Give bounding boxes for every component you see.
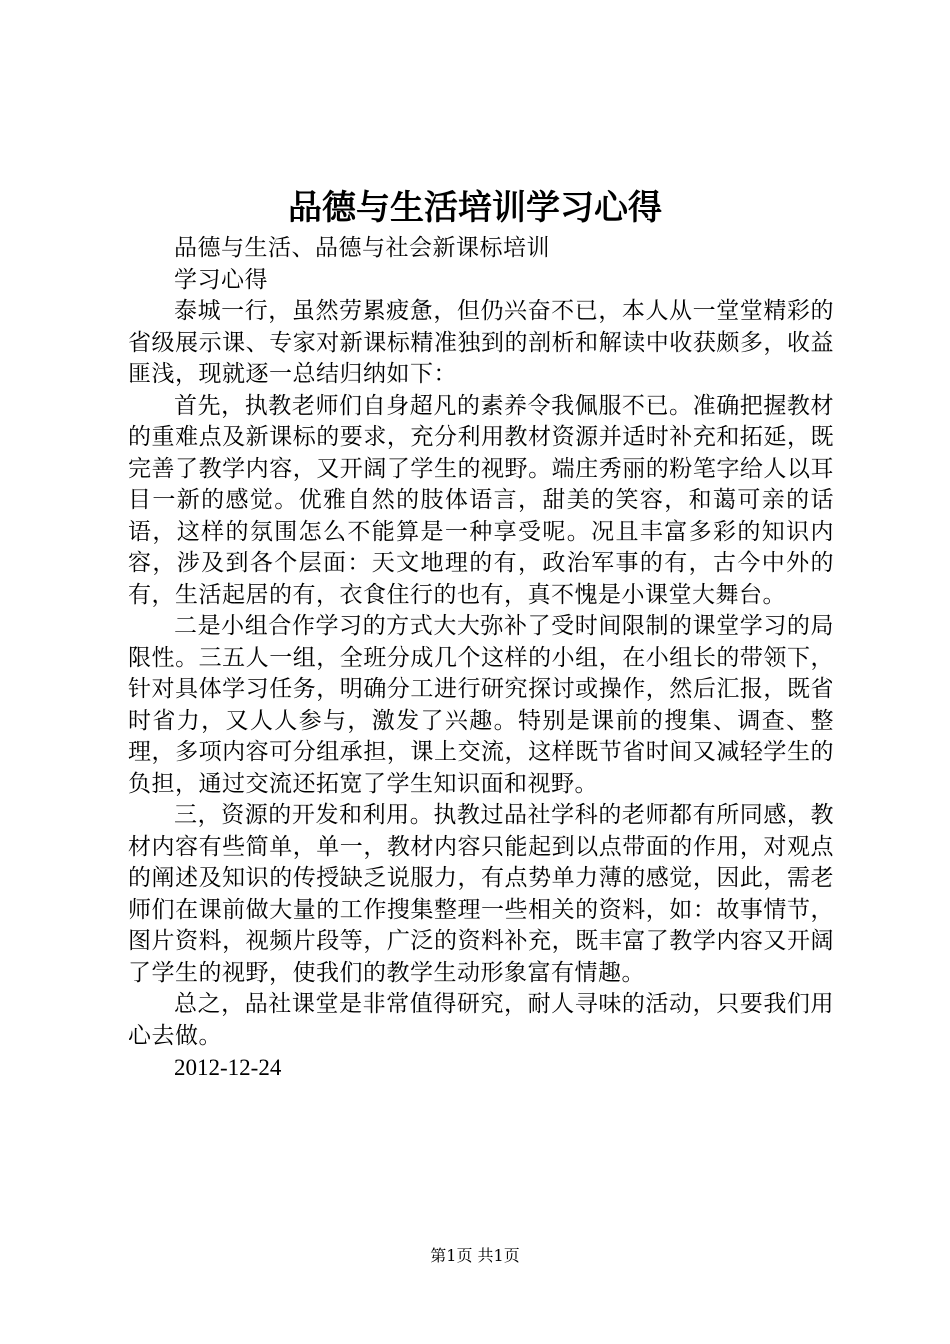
document-body <box>128 233 834 1084</box>
subtitle-line-1: 品德与生活、品德与社会新课标培训 <box>174 235 550 261</box>
paragraph-second-point: 二是小组合作学习的方式大大弥补了受时间限制的课堂学习的局限性。三五人一组，全班分成几个这样的小组，在小组长的带领下，针对具体学习任务，明确分工进行研究探讨或操作，然后汇报，既省时省力，又人人参与，激发了兴趣。特别是课前的搜集、调查、整理，多项内容可分组承担，课上交流，这样既节省时间又减轻学生的负担，通过交流还拓宽了学生知识面和视野。 <box>128 613 834 797</box>
page-footer: 第1页 共1页 <box>430 1246 520 1265</box>
paragraph-third-point: 三，资源的开发和利用。执教过品社学科的老师都有所同感，教材内容有些简单，单一，教材内容只能起到以点带面的作用，对观点的阐述及知识的传授缺乏说服力，有点势单力薄的感觉，因此，需老师们在课前做大量的工作搜集整理一些相关的资料，如：故事情节，图片资料，视频片段等，广泛的资料补充，既丰富了教学内容又开阔了学生的视野，使我们的教学生动形象富有情趣。 <box>128 802 834 986</box>
subtitle-line-2: 学习心得 <box>174 266 268 293</box>
document-date: 2012-12-24 <box>174 1055 282 1080</box>
paragraph-conclusion: 总之，品社课堂是非常值得研究，耐人寻味的活动，只要我们用心去做。 <box>128 991 834 1049</box>
paragraph-intro: 泰城一行，虽然劳累疲惫，但仍兴奋不已，本人从一堂堂精彩的省级展示课、专家对新课标精准独到的剖析和解读中收获颇多，收益匪浅，现就逐一总结归纳如下： <box>128 298 834 387</box>
paragraph-first-point: 首先，执教老师们自身超凡的素养令我佩服不已。准确把握教材的重难点及新课标的要求，充分利用教材资源并适时补充和拓延，既完善了教学内容，又开阔了学生的视野。端庄秀丽的粉笔字给人以耳目一新的感觉。优雅自然的肢体语言，甜美的笑容，和蔼可亲的话语，这样的氛围怎么不能算是一种享受呢。况且丰富多彩的知识内容，涉及到各个层面：天文地理的有，政治军事的有，古今中外的有，生活起居的有，衣食住行的也有，真不愧是小课堂大舞台。 <box>128 392 834 608</box>
document-title: 品德与生活培训学习心得 <box>288 188 662 228</box>
